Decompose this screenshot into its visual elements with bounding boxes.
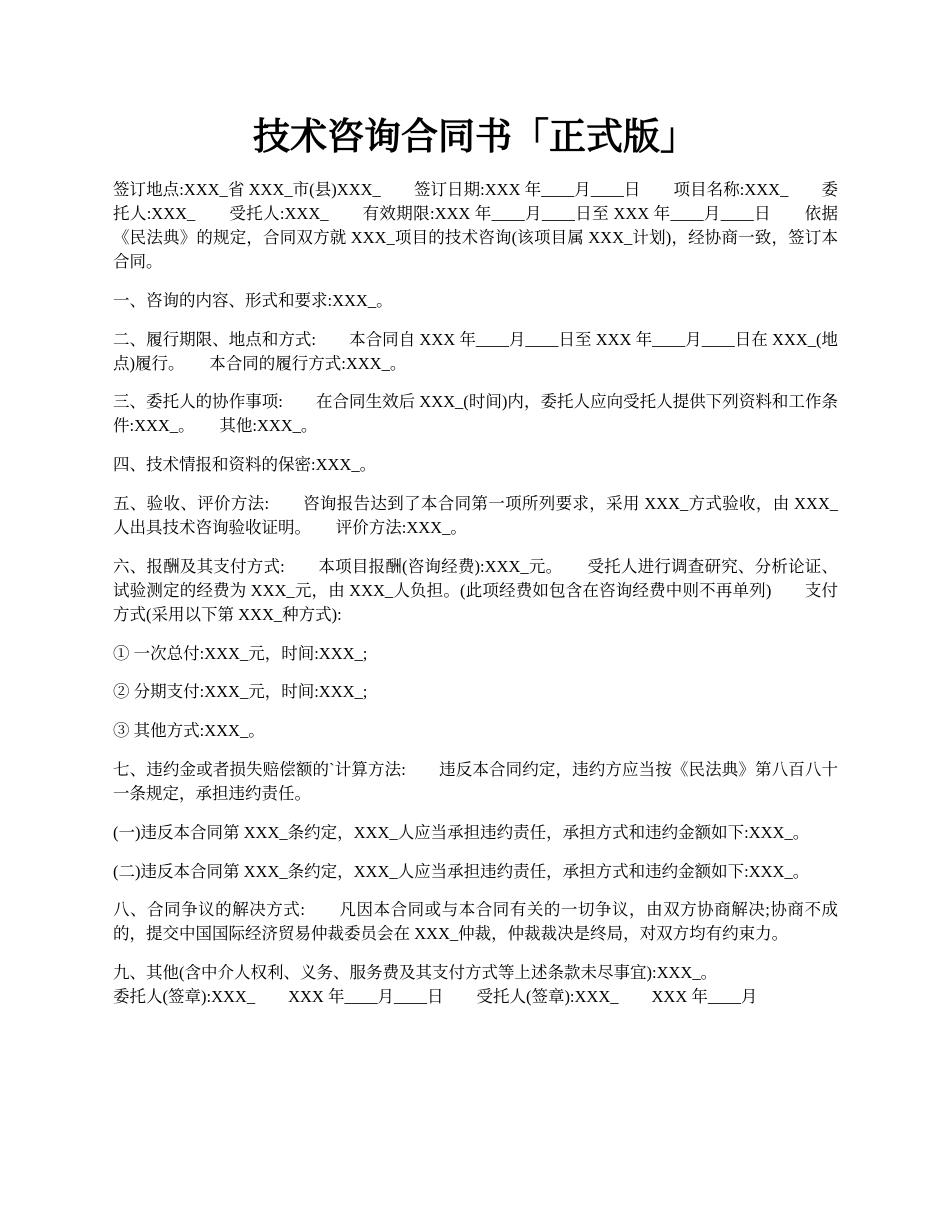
- paragraph-clause-7: 七、违约金或者损失赔偿额的`计算方法: 违反本合同约定，违约方应当按《民法典》第八百八十一条规定，承担违约责任。: [113, 759, 838, 803]
- paragraph-preamble: 签订地点:XXX_省 XXX_市(县)XXX_ 签订日期:XXX 年____月____日 项目名称:XXX_ 委托人:XXX_ 受托人:XXX_ 有效期限:XXX 年____月____日至 XXX 年____月____日 依据《民法典》的规定，合同双方就 XXX_项目的技术咨询(该项目属 XXX_计划)，经协商一致，签订本合同。: [113, 180, 838, 271]
- paragraph-payment-option-3: ③ 其他方式:XXX_。: [113, 721, 265, 741]
- paragraph-breach-2: (二)违反本合同第 XXX_条约定，XXX_人应当承担违约责任，承担方式和违约金额如下:XXX_。: [113, 861, 810, 881]
- paragraph-clause-1: 一、咨询的内容、形式和要求:XXX_。: [113, 290, 393, 310]
- document-body: [113, 178, 838, 1009]
- paragraph-clause-6: 六、报酬及其支付方式: 本项目报酬(咨询经费):XXX_元。 受托人进行调查研究、分析论证、试验测定的经费为 XXX_元，由 XXX_人负担。(此项经费如包含在咨询经费中则不再单列) 支付方式(采用以下第 XXX_种方式):: [113, 556, 838, 624]
- paragraph-clause-4: 四、技术情报和资料的保密:XXX_。: [113, 455, 377, 475]
- paragraph-payment-option-2: ② 分期支付:XXX_元，时间:XXX_;: [113, 682, 368, 702]
- paragraph-signatures: 委托人(签章):XXX_ XXX 年____月____日 受托人(签章):XXX_ XXX 年____月: [113, 987, 758, 1007]
- paragraph-clause-9: 九、其他(含中介人权利、义务、服务费及其支付方式等上述条款未尽事宜):XXX_。: [113, 963, 718, 983]
- paragraph-clause-8: 八、合同争议的解决方式: 凡因本合同或与本合同有关的一切争议，由双方协商解决;协商不成的，提交中国国际经济贸易仲裁委员会在 XXX_仲裁，仲裁裁决是终局，对双方均有约束力。: [113, 900, 838, 944]
- paragraph-payment-option-1: ① 一次总付:XXX_元，时间:XXX_;: [113, 643, 368, 663]
- paragraph-clause-3: 三、委托人的协作事项: 在合同生效后 XXX_(时间)内，委托人应向受托人提供下列资料和工作条件:XXX_。 其他:XXX_。: [113, 392, 838, 436]
- paragraph-clause-5: 五、验收、评价方法: 咨询报告达到了本合同第一项所列要求，采用 XXX_方式验收，由 XXX_人出具技术咨询验收证明。 评价方法:XXX_。: [113, 493, 838, 537]
- document-title: 技术咨询合同书「正式版」: [253, 114, 697, 158]
- paragraph-breach-1: (一)违反本合同第 XXX_条约定，XXX_人应当承担违约责任，承担方式和违约金额如下:XXX_。: [113, 822, 810, 842]
- paragraph-clause-2: 二、履行期限、地点和方式: 本合同自 XXX 年____月____日至 XXX 年____月____日在 XXX_(地点)履行。 本合同的履行方式:XXX_。: [113, 329, 838, 373]
